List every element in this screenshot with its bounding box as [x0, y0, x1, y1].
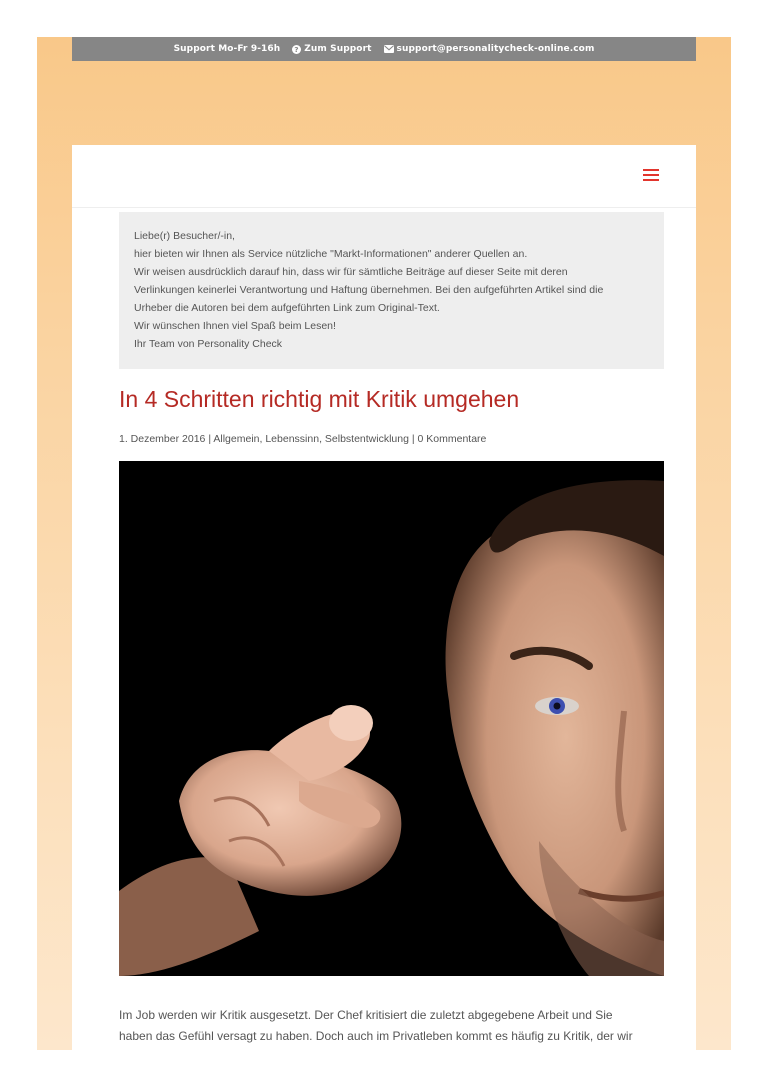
category-link-allgemein[interactable]: Allgemein	[213, 433, 260, 445]
category-link-selbstentwicklung[interactable]: Selbstentwicklung	[324, 433, 409, 445]
notice-line: Ihr Team von Personality Check	[134, 338, 283, 350]
featured-image[interactable]	[119, 461, 664, 976]
post-date: 1. Dezember 2016	[119, 433, 206, 445]
excerpt-line: Im Job werden wir Kritik ausgesetzt. Der Chef kritisiert die zuletzt abgegebene Arbeit und Sie	[119, 1008, 613, 1022]
post-title[interactable]: In 4 Schritten richtig mit Kritik umgehen	[119, 386, 520, 412]
notice-line: hier bieten wir Ihnen als Service nützliche "Markt-Informationen" anderer Quellen an.	[134, 248, 528, 260]
svg-text:?: ?	[294, 44, 299, 54]
support-link-label[interactable]: Zum Support	[304, 44, 372, 54]
notice-line: Wir wünschen Ihnen viel Spaß beim Lesen!	[134, 320, 336, 332]
support-email[interactable]	[384, 44, 595, 54]
meta-separator: |	[411, 433, 415, 445]
support-hours-text: Support Mo-Fr 9-16h	[173, 44, 281, 54]
comments-link[interactable]: 0 Kommentare	[417, 433, 487, 445]
meta-separator: |	[208, 433, 212, 445]
post-meta: 1. Dezember 2016 | Allgemein, Lebenssinn, Selbstentwicklung | 0 Kommentare	[119, 433, 487, 445]
man-pointing-finger-photo	[119, 461, 664, 976]
site-container	[72, 37, 696, 1050]
question-circle-icon	[292, 45, 301, 54]
main-content	[72, 208, 696, 1052]
navigation-bar	[72, 145, 696, 208]
notice-line: Verlinkungen keinerlei Verantwortung und Haftung übernehmen. Bei den aufgeführten Artikel sind die	[134, 284, 604, 296]
support-hours	[174, 44, 281, 54]
top-bar	[72, 37, 696, 61]
envelope-icon	[384, 45, 394, 53]
excerpt-line: haben das Gefühl versagt zu haben. Doch auch im Privatleben kommt es häufig zu Kritik, der wir	[119, 1029, 633, 1043]
category-link-lebenssinn[interactable]: Lebenssinn	[265, 433, 320, 445]
notice-line: Liebe(r) Besucher/-in,	[134, 230, 235, 242]
notice-line: Urheber die Autoren bei dem aufgeführten Link zum Original-Text.	[134, 302, 440, 314]
visitor-notice	[119, 212, 664, 369]
hamburger-menu-icon[interactable]	[643, 169, 659, 181]
notice-line: Wir weisen ausdrücklich darauf hin, dass wir für sämtliche Beiträge auf dieser Seite mit deren	[134, 266, 568, 278]
post-excerpt	[119, 1005, 664, 1047]
support-link[interactable]	[292, 44, 371, 54]
header-banner	[72, 61, 696, 145]
support-email-text[interactable]: support@personalitycheck-online.com	[396, 44, 595, 54]
